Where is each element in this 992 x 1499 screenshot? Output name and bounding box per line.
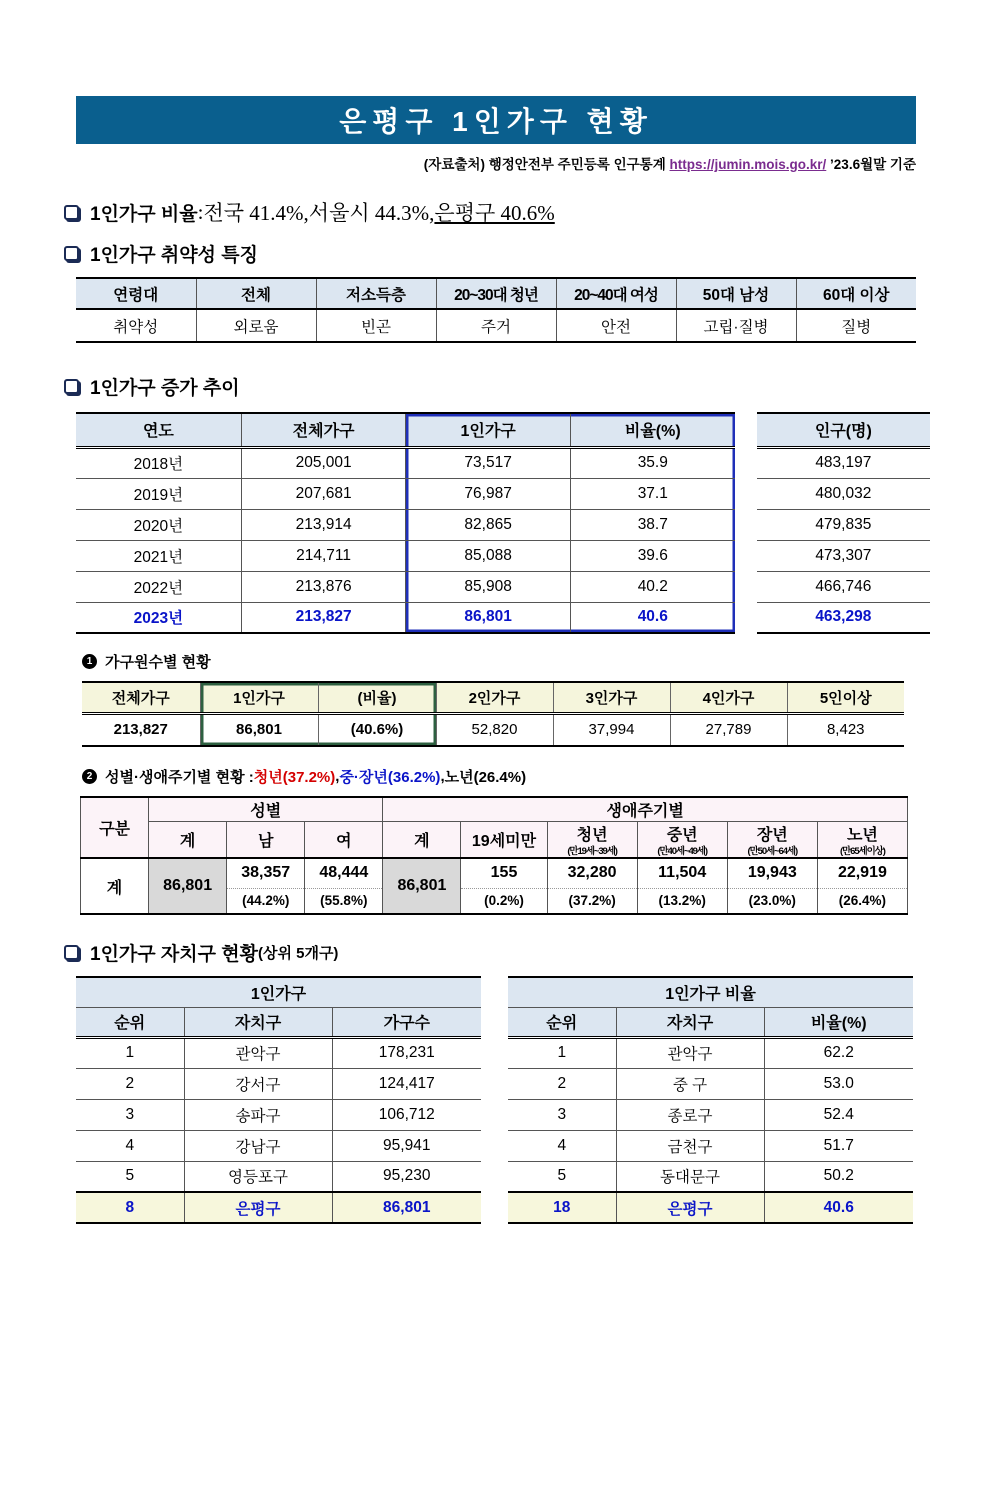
cell-total-households: 214,711 bbox=[241, 540, 406, 571]
district-count-table bbox=[76, 976, 481, 1224]
cell-total-households: 213,827 bbox=[82, 713, 200, 746]
table-row bbox=[76, 540, 735, 571]
cell-total-households: 207,681 bbox=[241, 478, 406, 509]
table-row bbox=[508, 1099, 913, 1130]
col-senior-label: 장년 bbox=[756, 827, 788, 844]
cell-female-count: 48,444 bbox=[305, 858, 383, 888]
col-lowincome: 저소득층 bbox=[316, 278, 436, 309]
col-middle-label: 중년 bbox=[666, 827, 698, 844]
col-elderly-age: (만65세이상) bbox=[840, 846, 885, 857]
table-header-row bbox=[757, 413, 930, 447]
cell-ratio: 38.7 bbox=[570, 509, 734, 540]
subsection-gender-lifecycle-label: 성별·생애주기별 현황 : bbox=[105, 769, 254, 786]
cell-value: 53.0 bbox=[764, 1068, 913, 1099]
separator-2: , bbox=[440, 768, 445, 785]
cell-vulnerability-label: 취약성 bbox=[76, 309, 196, 342]
cell-year: 2020년 bbox=[76, 509, 241, 540]
cell-male-pct: (44.2%) bbox=[227, 888, 305, 914]
cell-single-household: 86,801 bbox=[200, 713, 318, 746]
table-header-row-cols bbox=[81, 822, 908, 859]
table-header-row bbox=[508, 1007, 913, 1037]
col-age-group: 연령대 bbox=[76, 278, 196, 309]
cell-under19-count: 155 bbox=[461, 858, 547, 888]
circled-number-2-icon: 2 bbox=[82, 769, 97, 784]
cell-elderly-count: 22,919 bbox=[817, 858, 907, 888]
cell-senior-count: 19,943 bbox=[727, 858, 817, 888]
district-ratio-body bbox=[508, 1037, 913, 1223]
col-5plus: 5인이상 bbox=[787, 682, 904, 713]
cell-youth-2030: 주거 bbox=[436, 309, 556, 342]
cell-rank: 3 bbox=[508, 1099, 616, 1130]
col-youth bbox=[547, 822, 637, 859]
cell-total-households: 205,001 bbox=[241, 447, 406, 478]
square-bullet-icon bbox=[64, 379, 79, 394]
col-district: 자치구 bbox=[616, 1007, 764, 1037]
section-ratio-colon: : bbox=[197, 199, 204, 224]
source-prefix: (자료출처) 행정안전부 주민등록 인구통계 bbox=[423, 157, 666, 172]
table-header-row bbox=[76, 413, 735, 447]
col-4person: 4인가구 bbox=[670, 682, 787, 713]
subsection-household-size-heading bbox=[82, 651, 930, 672]
cell-youth-pct: (37.2%) bbox=[547, 888, 637, 914]
table-row-eunpyeong bbox=[508, 1192, 913, 1223]
col-senior bbox=[727, 822, 817, 859]
table-row bbox=[76, 1130, 481, 1161]
col-gender-total: 계 bbox=[149, 822, 227, 859]
highlight-middleaged: 중·장년(36.2%) bbox=[339, 769, 441, 786]
cell-elderly-pct: (26.4%) bbox=[817, 888, 907, 914]
cell-value: 106,712 bbox=[332, 1099, 481, 1130]
cell-year: 2021년 bbox=[76, 540, 241, 571]
district-tables-wrapper bbox=[76, 976, 930, 1224]
table-row bbox=[508, 1161, 913, 1192]
table-row bbox=[76, 1161, 481, 1192]
cell-single-households: 85,908 bbox=[406, 571, 570, 602]
col-under19: 19세미만 bbox=[461, 822, 547, 859]
table-row bbox=[76, 1099, 481, 1130]
cell-district: 종로구 bbox=[616, 1099, 764, 1130]
cell-rank: 18 bbox=[508, 1192, 616, 1223]
cell-district: 동대문구 bbox=[616, 1161, 764, 1192]
col-life-total: 계 bbox=[383, 822, 461, 859]
trend-table-body bbox=[76, 447, 735, 633]
col-elderly bbox=[817, 822, 907, 859]
cell-4person: 27,789 bbox=[670, 713, 787, 746]
col-senior-age: (만50세~64세) bbox=[747, 846, 798, 857]
cell-single-ratio: (40.6%) bbox=[318, 713, 436, 746]
table-row-values bbox=[81, 858, 908, 888]
cell-single-households: 73,517 bbox=[406, 447, 570, 478]
cell-year: 2018년 bbox=[76, 447, 241, 478]
col-gubun: 구분 bbox=[81, 797, 149, 858]
section-trend-heading bbox=[64, 373, 930, 400]
source-line bbox=[62, 153, 916, 173]
table-row bbox=[76, 478, 735, 509]
cell-ratio: 39.6 bbox=[570, 540, 734, 571]
cell-district: 송파구 bbox=[184, 1099, 332, 1130]
cell-value: 40.6 bbox=[764, 1192, 913, 1223]
cell-value: 62.2 bbox=[764, 1037, 913, 1068]
col-youth-2030: 20~30대 청년 bbox=[436, 278, 556, 309]
table-row bbox=[508, 1130, 913, 1161]
table-row bbox=[76, 571, 735, 602]
cell-value: 124,417 bbox=[332, 1068, 481, 1099]
population-table-body bbox=[757, 447, 930, 633]
col-total: 전체 bbox=[196, 278, 316, 309]
square-bullet-icon bbox=[64, 205, 79, 220]
col-gender-male: 남 bbox=[227, 822, 305, 859]
col-middle bbox=[637, 822, 727, 859]
ratio-seoul: 서울시 44.3%, bbox=[308, 201, 435, 225]
table-row bbox=[76, 1068, 481, 1099]
highlight-elderly: 노년(26.4%) bbox=[444, 769, 527, 786]
col-middle-age: (만40세~49세) bbox=[657, 846, 707, 857]
section-ratio-label: 1인가구 비율 bbox=[90, 203, 198, 225]
square-bullet-icon bbox=[64, 246, 79, 261]
trend-tables-wrapper bbox=[76, 412, 930, 634]
cell-total-households: 213,827 bbox=[241, 602, 406, 633]
group-gender: 성별 bbox=[149, 797, 383, 822]
cell-male-count: 38,357 bbox=[227, 858, 305, 888]
table-row bbox=[76, 447, 735, 478]
cell-year: 2022년 bbox=[76, 571, 241, 602]
section-vulnerability-heading bbox=[64, 240, 930, 267]
cell-rank: 1 bbox=[508, 1037, 616, 1068]
col-single-household: 1인가구 bbox=[200, 682, 318, 713]
cell-value: 51.7 bbox=[764, 1130, 913, 1161]
cell-population: 480,032 bbox=[757, 478, 930, 509]
cell-female-pct: (55.8%) bbox=[305, 888, 383, 914]
table-row bbox=[757, 447, 930, 478]
cell-ratio: 37.1 bbox=[570, 478, 734, 509]
section-district-heading bbox=[64, 939, 930, 966]
cell-value: 95,941 bbox=[332, 1130, 481, 1161]
col-elderly-label: 노년 bbox=[846, 827, 878, 844]
cell-over-60s: 질병 bbox=[796, 309, 916, 342]
cell-women-2040: 안전 bbox=[556, 309, 676, 342]
table-row bbox=[757, 478, 930, 509]
table-row bbox=[508, 1037, 913, 1068]
table-header-row bbox=[82, 682, 904, 713]
table-row bbox=[508, 1068, 913, 1099]
section-ratio-heading bbox=[64, 197, 930, 227]
cell-population: 473,307 bbox=[757, 540, 930, 571]
col-rank: 순위 bbox=[508, 1007, 616, 1037]
household-size-table bbox=[82, 681, 904, 747]
table-row bbox=[76, 602, 735, 633]
col-women-2040: 20~40대 여성 bbox=[556, 278, 676, 309]
cell-total-households: 213,914 bbox=[241, 509, 406, 540]
cell-district: 강남구 bbox=[184, 1130, 332, 1161]
table-row bbox=[76, 1037, 481, 1068]
cell-population: 479,835 bbox=[757, 509, 930, 540]
col-men-50s: 50대 남성 bbox=[676, 278, 796, 309]
col-population: 인구(명) bbox=[757, 413, 930, 447]
section-district-suffix: (상위 5개구) bbox=[257, 945, 339, 962]
table-header-row bbox=[76, 1007, 481, 1037]
cell-district: 영등포구 bbox=[184, 1161, 332, 1192]
cell-ratio: 40.2 bbox=[570, 571, 734, 602]
cell-senior-pct: (23.0%) bbox=[727, 888, 817, 914]
table-row bbox=[82, 713, 904, 746]
cell-men-50s: 고립·질병 bbox=[676, 309, 796, 342]
cell-single-households: 82,865 bbox=[406, 509, 570, 540]
cell-youth-count: 32,280 bbox=[547, 858, 637, 888]
cell-3person: 37,994 bbox=[553, 713, 670, 746]
col-over-60s: 60대 이상 bbox=[796, 278, 916, 309]
cell-population: 483,197 bbox=[757, 447, 930, 478]
cell-rank: 4 bbox=[76, 1130, 184, 1161]
highlight-youth: 청년(37.2%) bbox=[253, 769, 336, 786]
cell-ratio: 35.9 bbox=[570, 447, 734, 478]
table-header-row bbox=[76, 278, 916, 309]
trend-table bbox=[76, 412, 735, 634]
cell-middle-pct: (13.2%) bbox=[637, 888, 727, 914]
source-url-link[interactable]: https://jumin.mois.go.kr/ bbox=[669, 157, 827, 172]
table-group-header-row bbox=[76, 977, 481, 1007]
group-lifecycle: 생애주기별 bbox=[383, 797, 908, 822]
square-bullet-icon bbox=[64, 945, 79, 960]
circled-number-1-icon: 1 bbox=[82, 654, 97, 669]
cell-2person: 52,820 bbox=[436, 713, 553, 746]
ratio-nation: 전국 41.4%, bbox=[203, 201, 309, 225]
cell-single-households: 86,801 bbox=[406, 602, 570, 633]
cell-row-label: 계 bbox=[81, 858, 149, 914]
cell-rank: 1 bbox=[76, 1037, 184, 1068]
col-year: 연도 bbox=[76, 413, 241, 447]
table-row bbox=[76, 509, 735, 540]
cell-rank: 4 bbox=[508, 1130, 616, 1161]
vulnerability-table bbox=[76, 277, 916, 343]
district-ratio-table bbox=[508, 976, 913, 1224]
cell-district: 관악구 bbox=[616, 1037, 764, 1068]
cell-gender-total: 86,801 bbox=[149, 858, 227, 914]
col-single-ratio: (비율) bbox=[318, 682, 436, 713]
table-header-row-group bbox=[81, 797, 908, 822]
table-row bbox=[757, 571, 930, 602]
cell-value: 50.2 bbox=[764, 1161, 913, 1192]
subsection-gender-lifecycle-heading bbox=[82, 766, 930, 787]
cell-value: 178,231 bbox=[332, 1037, 481, 1068]
cell-year: 2023년 bbox=[76, 602, 241, 633]
cell-district: 금천구 bbox=[616, 1130, 764, 1161]
source-suffix: ’23.6월말 기준 bbox=[830, 157, 916, 172]
col-household-count: 가구수 bbox=[332, 1007, 481, 1037]
cell-rank: 5 bbox=[76, 1161, 184, 1192]
group-single-household-ratio: 1인가구 비율 bbox=[508, 977, 913, 1007]
col-ratio: 비율(%) bbox=[570, 413, 734, 447]
district-count-body bbox=[76, 1037, 481, 1223]
col-total-households: 전체가구 bbox=[241, 413, 406, 447]
subsection-household-size-label: 가구원수별 현황 bbox=[105, 654, 211, 671]
ratio-eunpyeong: 은평구 40.6% bbox=[434, 201, 555, 225]
gender-lifecycle-table bbox=[80, 796, 908, 915]
col-single-households: 1인가구 bbox=[406, 413, 570, 447]
cell-total-households: 213,876 bbox=[241, 571, 406, 602]
col-2person: 2인가구 bbox=[436, 682, 553, 713]
title-banner bbox=[76, 96, 916, 144]
cell-5plus: 8,423 bbox=[787, 713, 904, 746]
cell-population: 463,298 bbox=[757, 602, 930, 633]
table-row bbox=[757, 540, 930, 571]
col-ratio-pct: 비율(%) bbox=[764, 1007, 913, 1037]
cell-population: 466,746 bbox=[757, 571, 930, 602]
col-rank: 순위 bbox=[76, 1007, 184, 1037]
section-trend-label: 1인가구 증가 추이 bbox=[90, 378, 240, 399]
cell-rank: 8 bbox=[76, 1192, 184, 1223]
table-row-eunpyeong bbox=[76, 1192, 481, 1223]
cell-district: 관악구 bbox=[184, 1037, 332, 1068]
cell-value: 95,230 bbox=[332, 1161, 481, 1192]
cell-life-total: 86,801 bbox=[383, 858, 461, 914]
cell-under19-pct: (0.2%) bbox=[461, 888, 547, 914]
table-row bbox=[757, 602, 930, 633]
document-page bbox=[0, 96, 992, 1224]
table-row bbox=[757, 509, 930, 540]
cell-district: 중 구 bbox=[616, 1068, 764, 1099]
cell-single-households: 85,088 bbox=[406, 540, 570, 571]
table-group-header-row bbox=[508, 977, 913, 1007]
cell-rank: 3 bbox=[76, 1099, 184, 1130]
cell-single-households: 76,987 bbox=[406, 478, 570, 509]
group-single-households: 1인가구 bbox=[76, 977, 481, 1007]
cell-district: 은평구 bbox=[616, 1192, 764, 1223]
col-youth-age: (만19세~39세) bbox=[567, 846, 617, 857]
col-3person: 3인가구 bbox=[553, 682, 670, 713]
cell-district: 강서구 bbox=[184, 1068, 332, 1099]
table-row bbox=[76, 309, 916, 342]
page-title: 은평구 1인가구 현황 bbox=[339, 106, 653, 137]
cell-year: 2019년 bbox=[76, 478, 241, 509]
section-vulnerability-label: 1인가구 취약성 특징 bbox=[90, 245, 258, 266]
col-total-households: 전체가구 bbox=[82, 682, 200, 713]
cell-value: 52.4 bbox=[764, 1099, 913, 1130]
cell-rank: 2 bbox=[76, 1068, 184, 1099]
cell-value: 86,801 bbox=[332, 1192, 481, 1223]
cell-total: 외로움 bbox=[196, 309, 316, 342]
col-district: 자치구 bbox=[184, 1007, 332, 1037]
cell-ratio: 40.6 bbox=[570, 602, 734, 633]
col-youth-label: 청년 bbox=[576, 827, 608, 844]
cell-rank: 2 bbox=[508, 1068, 616, 1099]
population-table bbox=[757, 412, 930, 634]
separator-1: , bbox=[335, 768, 340, 785]
section-district-label: 1인가구 자치구 현황 bbox=[90, 944, 258, 965]
cell-rank: 5 bbox=[508, 1161, 616, 1192]
cell-district: 은평구 bbox=[184, 1192, 332, 1223]
cell-lowincome: 빈곤 bbox=[316, 309, 436, 342]
cell-middle-count: 11,504 bbox=[637, 858, 727, 888]
col-gender-female: 여 bbox=[305, 822, 383, 859]
